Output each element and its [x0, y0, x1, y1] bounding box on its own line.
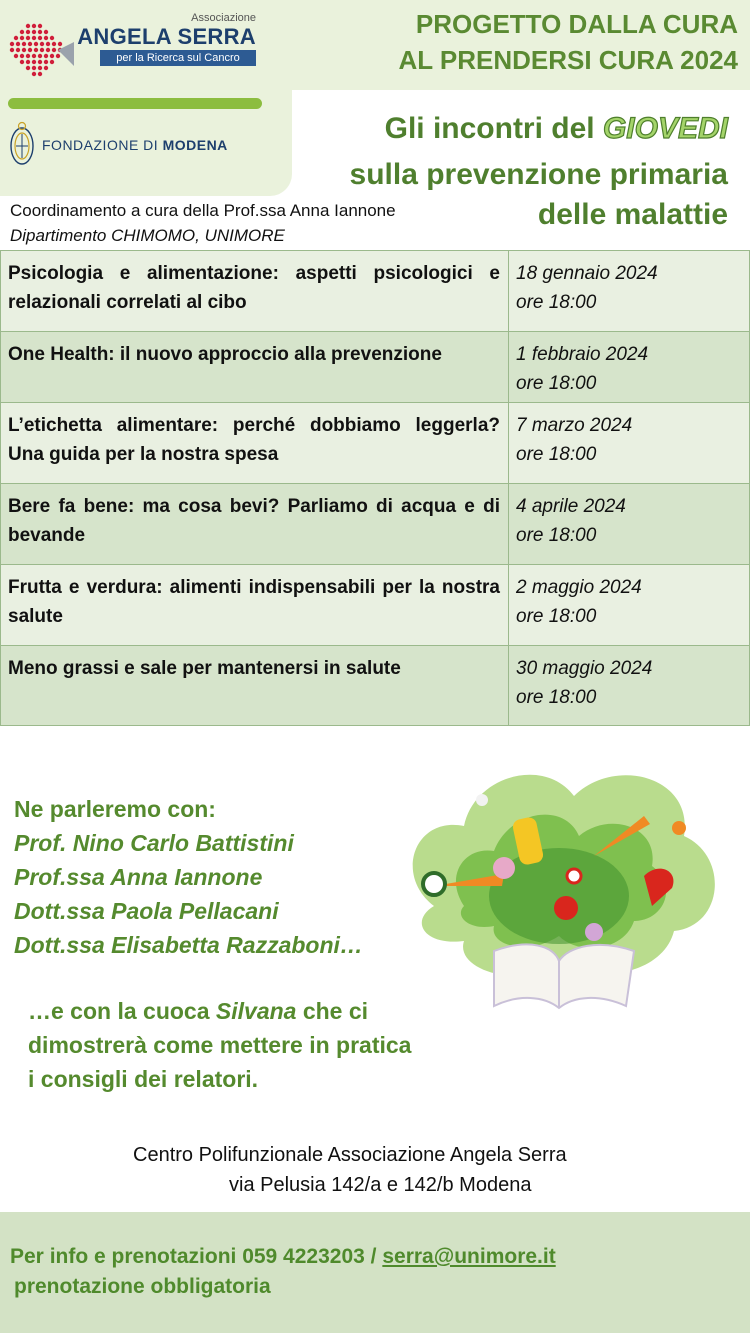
- main-title: [350, 106, 728, 238]
- speaker-name: Prof.ssa Anna Iannone: [14, 864, 263, 890]
- schedule-topic: Frutta e verdura: alimenti indispensabili per la nostra salute: [1, 565, 509, 646]
- vegetables-book-illustration: [394, 756, 724, 1018]
- schedule-topic: Bere fa bene: ma cosa bevi? Parliamo di acqua e di bevande: [1, 484, 509, 565]
- schedule-date: 1 febbraio 2024: [516, 344, 649, 365]
- venue-address: [0, 1140, 750, 1200]
- schedule-time: ore 18:00: [516, 444, 597, 465]
- coordination-line2: Dipartimento CHIMOMO, UNIMORE: [10, 226, 285, 245]
- title-line3: delle malattie: [537, 198, 728, 231]
- schedule-when: [509, 332, 750, 403]
- info-line: Per info e prenotazioni 059 4223203 / serra@unimore.it: [10, 1245, 556, 1268]
- footer-band: [0, 1212, 750, 1333]
- address-line1: Centro Polifunzionale Associazione Angela Serra: [133, 1144, 567, 1166]
- coordination-info: [10, 198, 396, 248]
- logo-panel: [0, 0, 292, 196]
- schedule-topic: L’etichetta alimentare: perché dobbiamo leggerla? Una guida per la nostra spesa: [1, 403, 509, 484]
- angela-serra-logo-icon: [8, 20, 74, 82]
- schedule-date: 4 aprile 2024: [516, 496, 626, 517]
- title-line2: sulla prevenzione primaria: [349, 158, 728, 191]
- schedule-date: 7 marzo 2024: [516, 415, 633, 436]
- schedule-row: [1, 565, 750, 646]
- title-line1: Gli incontri del GIOVEDI: [384, 112, 728, 145]
- schedule-time: ore 18:00: [516, 687, 597, 708]
- association-prefix: Associazione: [191, 12, 256, 24]
- title-highlight: GIOVEDI: [602, 112, 728, 145]
- cook-block: [28, 994, 411, 1096]
- address-line2: via Pelusia 142/a e 142/b Modena: [229, 1174, 532, 1196]
- schedule-table: [0, 250, 750, 726]
- project-title-line2: AL PRENDERSI CURA 2024: [398, 45, 738, 75]
- schedule-when: [509, 484, 750, 565]
- schedule-time: ore 18:00: [516, 525, 597, 546]
- association-name: ANGELA SERRA: [77, 24, 256, 49]
- schedule-row: [1, 646, 750, 726]
- schedule-date: 18 gennaio 2024: [516, 263, 658, 284]
- schedule-when: [509, 251, 750, 332]
- angela-serra-logo: [8, 10, 258, 90]
- schedule-when: [509, 403, 750, 484]
- coordination-line1: Coordinamento a cura della Prof.ssa Anna Iannone: [10, 201, 396, 220]
- schedule-time: ore 18:00: [516, 373, 597, 394]
- schedule-time: ore 18:00: [516, 606, 597, 627]
- cook-name: Silvana: [215, 998, 297, 1024]
- fondazione-modena-logo: [8, 120, 268, 172]
- schedule-date: 30 maggio 2024: [516, 658, 653, 679]
- schedule-topic: Meno grassi e sale per mantenersi in salute: [1, 646, 509, 726]
- schedule-row: [1, 332, 750, 403]
- speakers-heading: Ne parleremo con:: [14, 796, 216, 822]
- schedule-topic: Psicologia e alimentazione: aspetti psicologici e relazionali correlati al cibo: [1, 251, 509, 332]
- cook-line1: …e con la cuoca Silvana che ci: [28, 998, 369, 1024]
- schedule-row: [1, 251, 750, 332]
- speaker-name: Dott.ssa Paola Pellacani: [14, 898, 279, 924]
- fondazione-modena-crest-icon: [8, 120, 36, 168]
- speaker-name: Prof. Nino Carlo Battistini: [14, 830, 294, 856]
- schedule-topic: One Health: il nuovo approccio alla prevenzione: [1, 332, 509, 403]
- speakers-block: [14, 792, 363, 962]
- schedule-row: [1, 484, 750, 565]
- foundation-name: FONDAZIONE DI MODENA: [42, 137, 228, 153]
- project-title: [398, 6, 738, 78]
- schedule-row: [1, 403, 750, 484]
- email-link[interactable]: serra@unimore.it: [382, 1245, 556, 1268]
- association-tagline: per la Ricerca sul Cancro: [100, 50, 256, 66]
- schedule-time: ore 18:00: [516, 292, 597, 313]
- schedule-when: [509, 646, 750, 726]
- speaker-name: Dott.ssa Elisabetta Razzaboni…: [14, 932, 363, 958]
- booking-info: [10, 1242, 556, 1302]
- schedule-when: [509, 565, 750, 646]
- cook-line3: i consigli dei relatori.: [28, 1066, 259, 1092]
- project-title-line1: PROGETTO DALLA CURA: [415, 9, 738, 39]
- cook-line2: dimostrerà come mettere in pratica: [28, 1032, 412, 1058]
- booking-note: prenotazione obbligatoria: [14, 1275, 271, 1298]
- green-divider: [8, 98, 262, 109]
- schedule-date: 2 maggio 2024: [516, 577, 642, 598]
